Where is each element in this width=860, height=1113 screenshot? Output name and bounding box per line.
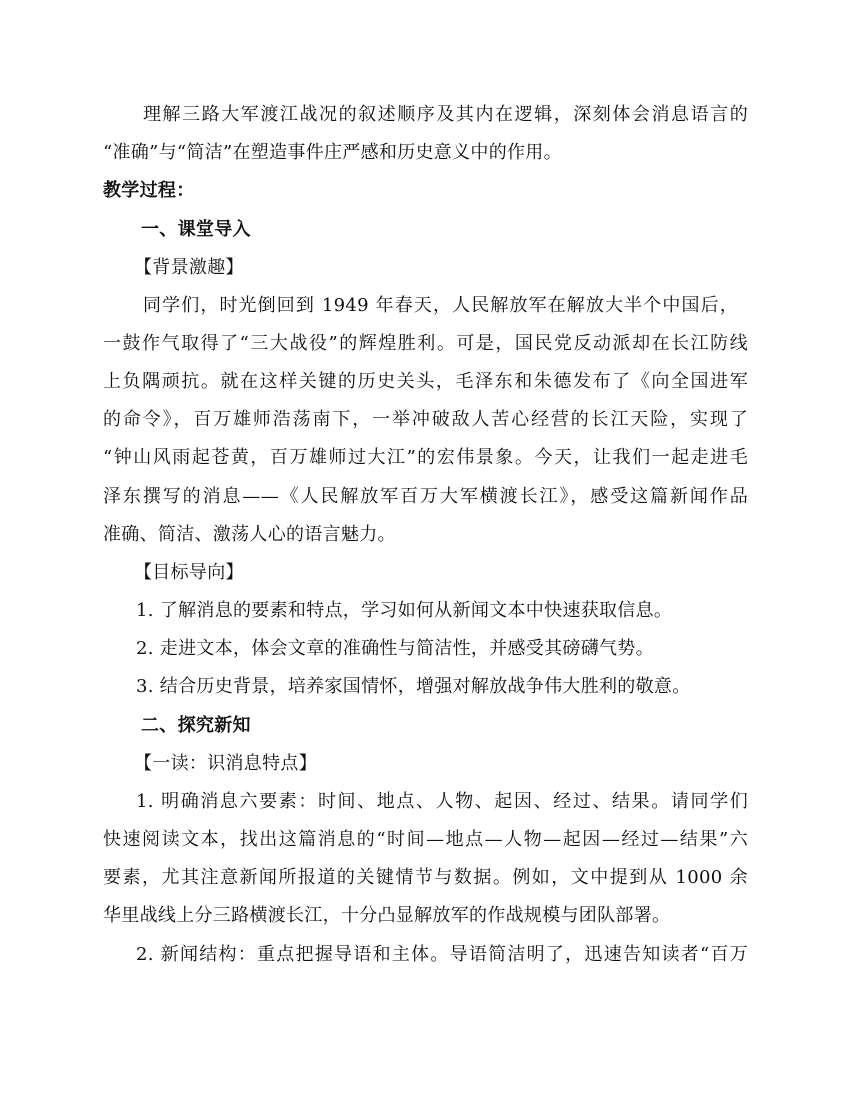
paragraph-line: 的命令》，百万雄师浩荡南下，一举冲破敌人苦心经营的长江天险，实现了 xyxy=(103,409,748,430)
paragraph-line: “准确”与“简洁”在塑造事件庄严感和历史意义中的作用。 xyxy=(103,142,562,163)
paragraph-line: 快速阅读文本，找出这篇消息的“时间—地点—人物—起因—经过—结果”六 xyxy=(103,829,748,850)
list-item: 1. 了解消息的要素和特点，学习如何从新闻文本中快速获取信息。 xyxy=(136,600,673,621)
paragraph-line: 上负隅顽抗。就在这样关键的历史关头，毛泽东和朱德发布了《向全国进军 xyxy=(103,371,748,392)
list-item: 2. 走进文本，体会文章的准确性与简洁性，并感受其磅礴气势。 xyxy=(136,638,654,659)
paragraph-line: “钟山风雨起苍黄，百万雄师过大江”的宏伟景象。今天，让我们一起走进毛 xyxy=(103,447,748,468)
paragraph-line: 准确、简洁、激荡人心的语言魅力。 xyxy=(103,524,396,545)
paragraph-line: 2. 新闻结构：重点把握导语和主体。导语简洁明了，迅速告知读者“百万 xyxy=(136,944,748,965)
subsection-heading: 【一读：识消息特点】 xyxy=(134,753,317,774)
paragraph-line: 理解三路大军渡江战况的叙述顺序及其内在逻辑，深刻体会消息语言的 xyxy=(143,104,748,125)
paragraph-line: 一鼓作气取得了“三大战役”的辉煌胜利。可是，国民党反动派却在长江防线 xyxy=(103,333,748,354)
section-heading: 二、探究新知 xyxy=(141,715,251,736)
paragraph-line: 1. 明确消息六要素：时间、地点、人物、起因、经过、结果。请同学们 xyxy=(136,791,748,812)
section-heading: 教学过程： xyxy=(103,180,195,201)
subsection-heading: 【背景激趣】 xyxy=(134,257,244,278)
paragraph-line: 泽东撰写的消息——《人民解放军百万大军横渡长江》，感受这篇新闻作品 xyxy=(103,486,748,507)
subsection-heading: 【目标导向】 xyxy=(134,562,244,583)
list-item: 3. 结合历史背景，培养家国情怀，增强对解放战争伟大胜利的敬意。 xyxy=(136,676,691,697)
paragraph-line: 要素，尤其注意新闻所报道的关键情节与数据。例如，文中提到从 1000 余 xyxy=(103,867,748,888)
section-heading: 一、课堂导入 xyxy=(141,219,251,240)
paragraph-line: 华里战线上分三路横渡长江，十分凸显解放军的作战规模与团队部署。 xyxy=(103,905,671,926)
paragraph-line: 同学们，时光倒回到 1949 年春天，人民解放军在解放大半个中国后， xyxy=(143,295,738,316)
